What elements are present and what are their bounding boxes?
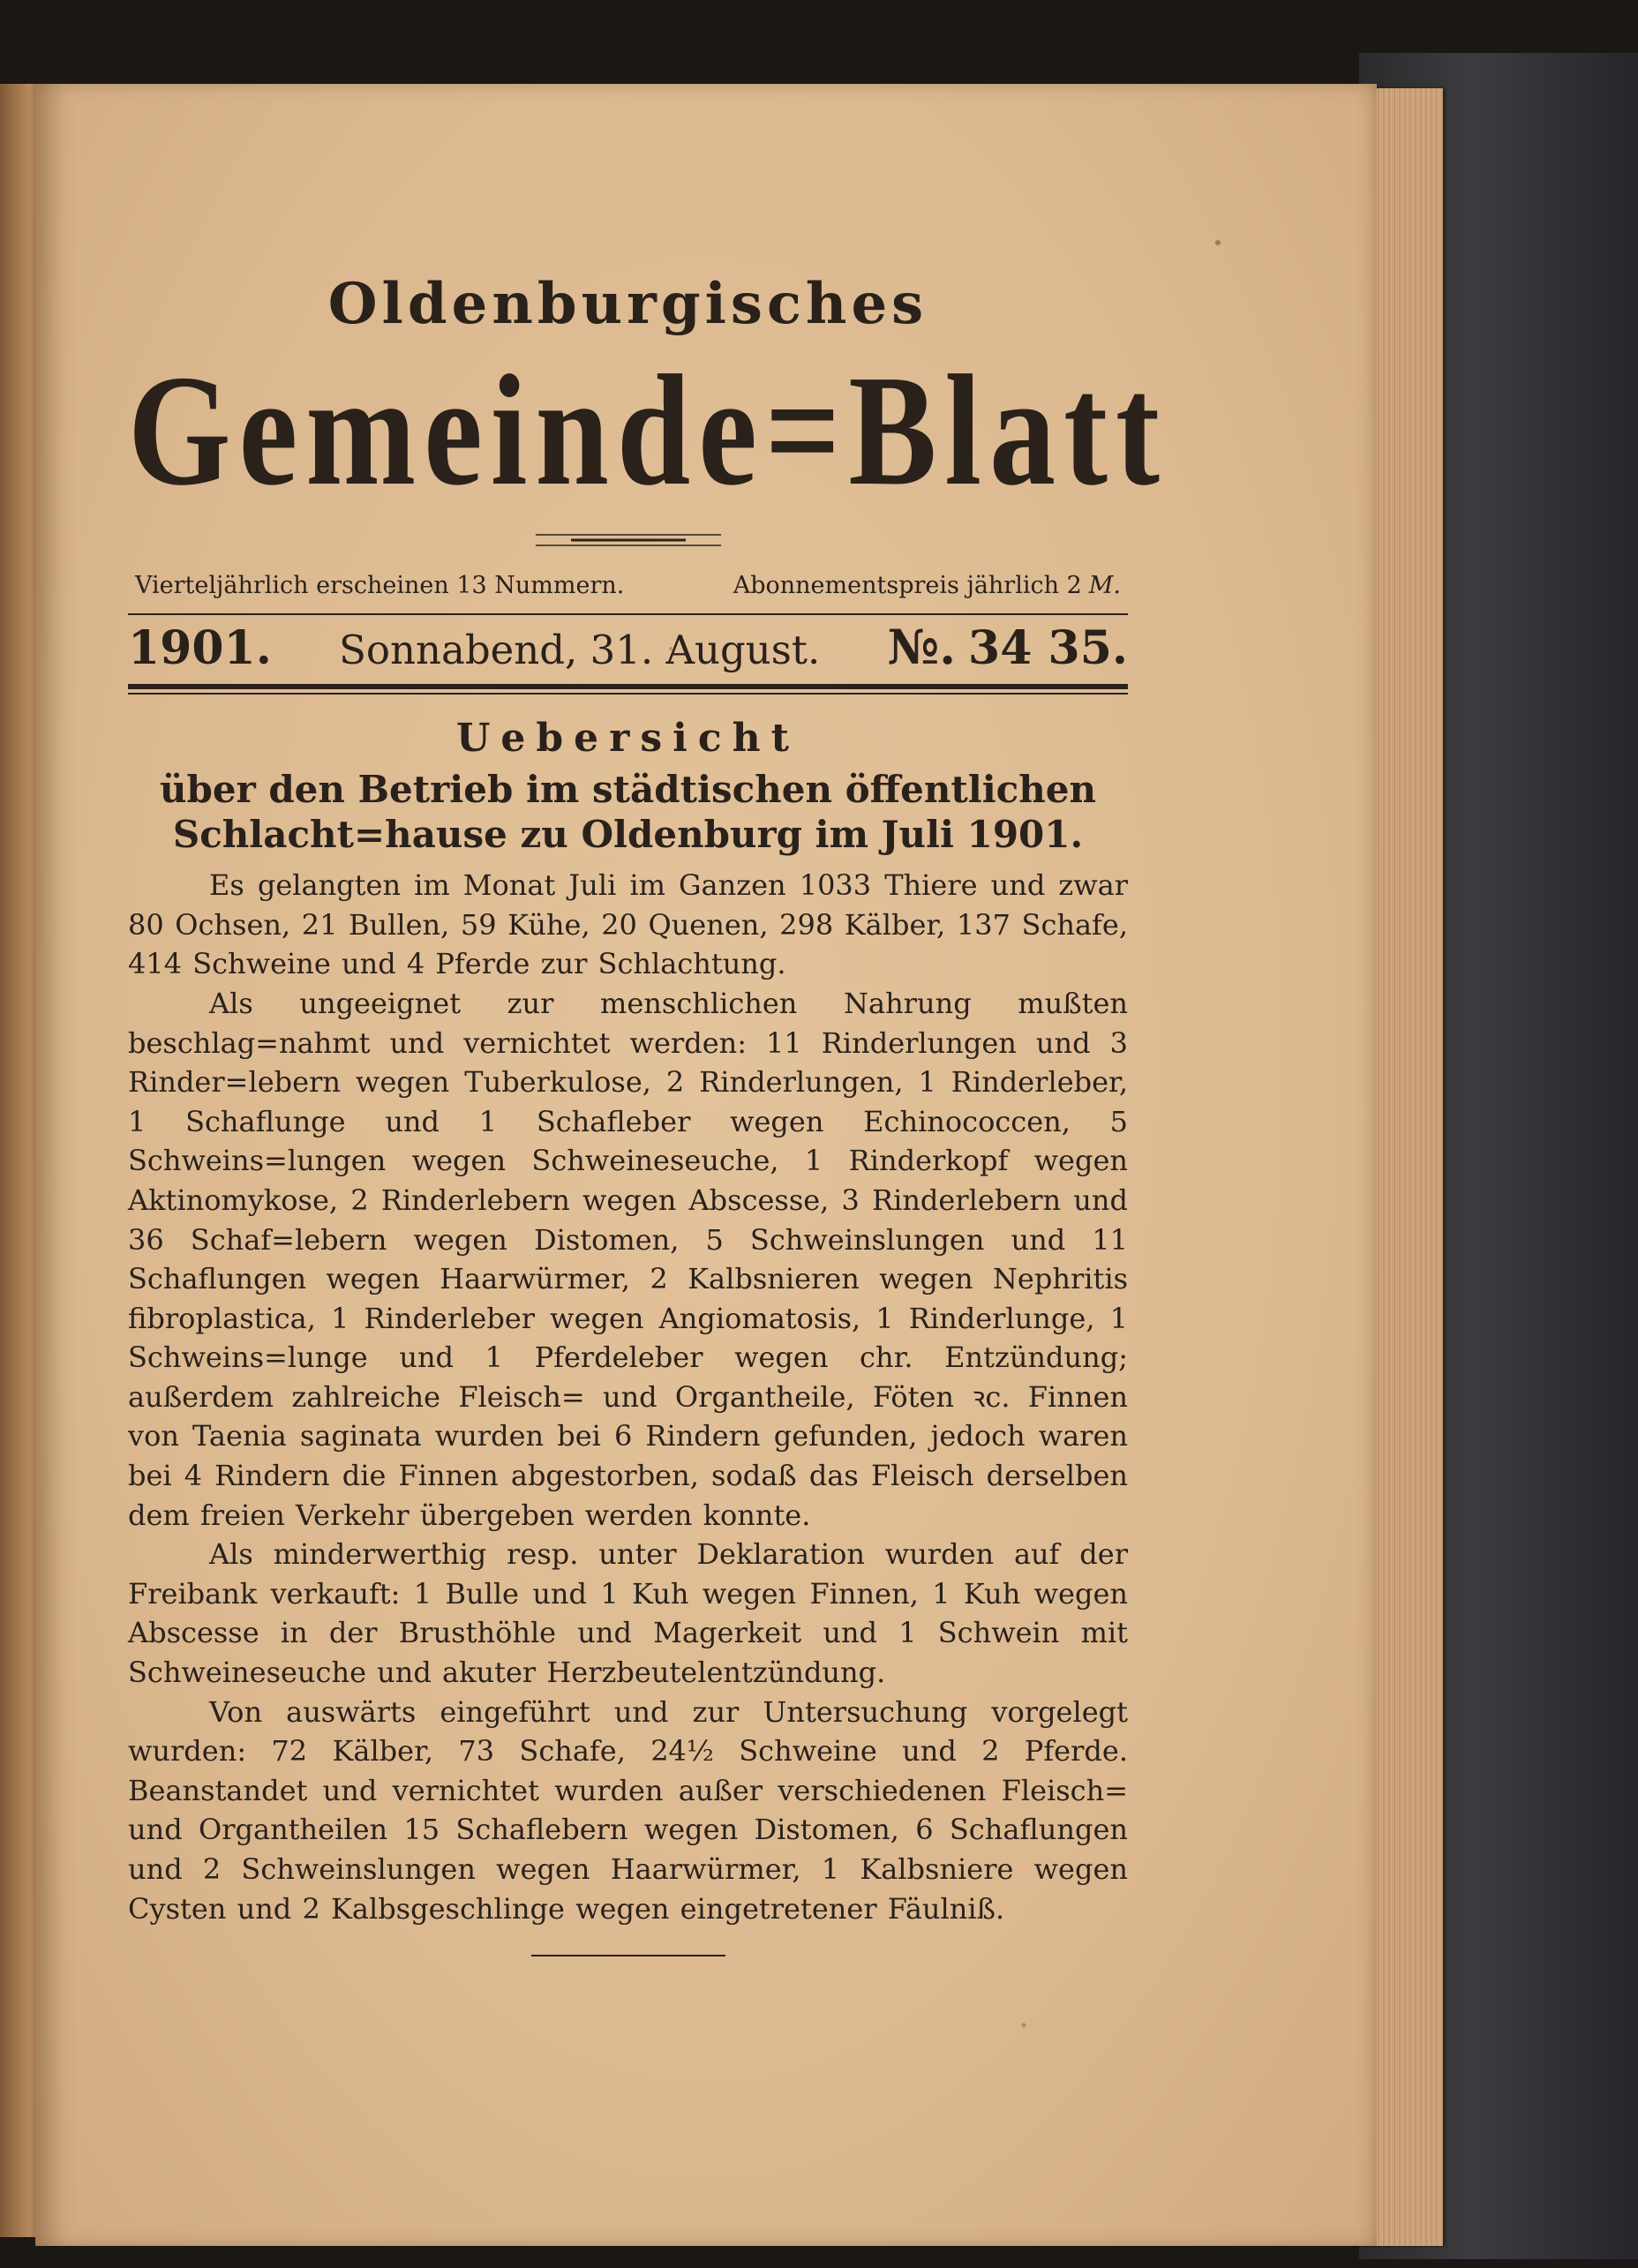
issue-year: 1901. (128, 621, 272, 676)
subscription-frequency: Vierteljährlich erscheinen 13 Nummern. (135, 572, 625, 600)
currency-mark: M. (1088, 572, 1121, 600)
paragraph-2: Als ungeeignet zur menschlichen Nahrung mußten beschlag=nahmt und vernichtet werden: 11 Rinderlungen und 3 Rinder=lebern wegen Tuberkulose, 2 Rinderlungen, 1 Rinderleber, 1 Schaflunge und 1 Schafleber wegen Echinococcen, 5 Schweins=lungen wegen Schweineseuche, 1 Rinderkopf wegen Aktinomykose, 2 Rinderlebern wegen Abscesse, 3 Rinderlebern und 36 Schaf=lebern wegen Distomen, 5 Schweinslungen und 11 Schaflungen wegen Haarwürmer, 2 Kalbsnieren wegen Nephritis fibroplastica, 1 Rinderleber wegen Angiomatosis, 1 Rinderlunge, 1 Schweins=lunge und 1 Pferdeleber wegen chr. Entzündung; außerdem zahlreiche Fleisch= und Organtheile, Föten ꝛc. Finnen von Taenia saginata wurden bei 6 Rindern gefunden, jedoch waren bei 4 Rindern die Finnen abgestorben, sodaß das Fleisch derselben dem freien Verkehr übergeben werden konnte. (128, 986, 1128, 1532)
issue-numbers (888, 619, 1128, 675)
newspaper-page (35, 84, 1377, 2246)
rule-below-dateline-thick (128, 684, 1128, 689)
masthead-ornament (536, 528, 721, 552)
issue-date: Sonnabend, 31. August. (339, 627, 821, 674)
masthead-title: Gemeinde=Blatt (128, 342, 1168, 519)
masthead-top-line: Oldenburgisches (327, 271, 928, 337)
article-body (128, 866, 1128, 1928)
article-heading: Uebersicht (456, 716, 800, 762)
article-subheading: über den Betrieb im städtischen öffentlichen Schlacht=hause zu Oldenburg im Juli 1901. (159, 768, 1097, 856)
paragraph-3: Als minderwerthig resp. unter Deklaration wurden auf der Freibank verkauft: 1 Bulle und 1 Kuh wegen Finnen, 1 Kuh wegen Abscesse in der Brusthöhle und Magerkeit und 1 Schwein mit Schweineseuche und akuter Herzbeutelentzündung. (128, 1537, 1128, 1690)
page-content (128, 271, 1168, 1956)
rule-below-dateline-thin (128, 693, 1128, 695)
issue-dateline (128, 615, 1128, 675)
number-sign: №. (887, 619, 957, 676)
subscription-price (733, 572, 1121, 599)
paragraph-4: Von auswärts eingeführt und zur Untersuchung vorgelegt wurden: 72 Kälber, 73 Schafe, 24½ Schweine und 2 Pferde. Beanstandet und vernichtet wurden außer verschiedenen Fleisch= und Organtheilen 15 Schaflebern wegen Distomen, 6 Schaflungen und 2 Schweinslungen wegen Haarwürmer, 1 Kalbsniere wegen Cysten und 2 Kalbsgeschlinge wegen eingetretener Fäulniß. (128, 1694, 1128, 1926)
subscription-line (128, 572, 1128, 599)
closing-rule (531, 1955, 725, 1956)
issue-number-values: 34 35. (968, 621, 1128, 676)
subscription-price-text: Abonnementspreis jährlich 2 (733, 572, 1082, 600)
paragraph-1: Es gelangten im Monat Juli im Ganzen 1033 Thiere und zwar 80 Ochsen, 21 Bullen, 59 Kühe, 20 Quenen, 298 Kälber, 137 Schafe, 414 Schweine und 4 Pferde zur Schlachtung. (128, 868, 1128, 981)
